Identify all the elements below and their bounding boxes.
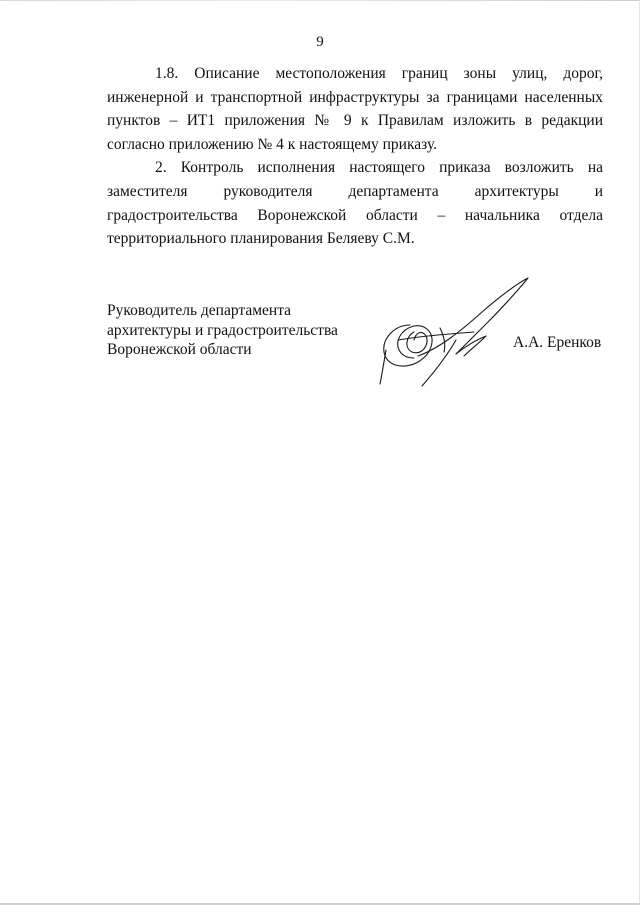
- signatory-name: А.А. Еренков: [513, 334, 602, 351]
- signatory-position: [107, 301, 407, 360]
- document-body: [107, 62, 603, 251]
- page-number: 9: [316, 34, 324, 50]
- scan-edge-top: [0, 0, 640, 1]
- signatory-position-line: архитектуры и градостроительства: [107, 321, 338, 339]
- paragraph-item-2: 2. Контроль исполнения настоящего приказа возложить на заместителя руководителя департамента архитектуры и градостроительства Воронежской области – начальника отдела территориального планирования Беляеву С.М.: [107, 159, 603, 248]
- signatory-position-line: Воронежской области: [107, 341, 252, 358]
- paragraph-item-1-8: 1.8. Описание местоположения границ зоны улиц, дорог, инженерной и транспортной инфраструктуры за границами населенных пунктов – ИТ1 приложения № 9 к Правилам изложить в редакции согласно приложению № 4 к настоящему приказу.: [107, 65, 603, 153]
- signatory-position-line: Руководитель департамента: [107, 302, 292, 319]
- handwritten-signature: [370, 270, 530, 395]
